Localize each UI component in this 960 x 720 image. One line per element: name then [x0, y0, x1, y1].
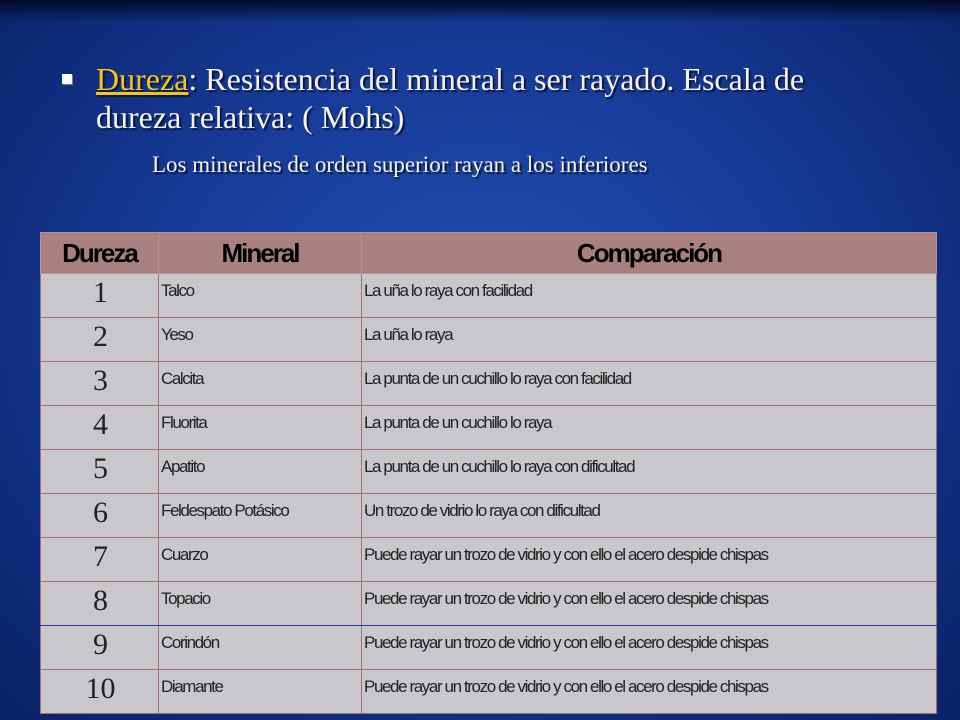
table-row	[41, 626, 937, 670]
table-row	[41, 450, 937, 494]
table-header-row	[41, 233, 937, 274]
hardness-value: 4	[41, 406, 159, 450]
comparison-text: Puede rayar un trozo de vidrio y con ello el acero despide chispas	[362, 582, 937, 626]
term-link[interactable]: Dureza	[96, 61, 189, 97]
comparison-text: Puede rayar un trozo de vidrio y con ello el acero despide chispas	[362, 670, 937, 714]
hardness-value: 2	[41, 318, 159, 362]
top-shadow-bar	[0, 0, 960, 22]
mineral-name: Corindón	[159, 626, 362, 670]
mineral-name: Calcita	[159, 362, 362, 406]
mohs-scale-table	[40, 232, 937, 714]
table-row	[41, 670, 937, 714]
header-comparacion: Comparación	[362, 233, 937, 274]
hardness-value: 1	[41, 274, 159, 318]
mineral-name: Fluorita	[159, 406, 362, 450]
hardness-value: 5	[41, 450, 159, 494]
comparison-text: Puede rayar un trozo de vidrio y con ello el acero despide chispas	[362, 538, 937, 582]
header-mineral: Mineral	[159, 233, 362, 274]
comparison-text: La uña lo raya	[362, 318, 937, 362]
mineral-name: Topacio	[159, 582, 362, 626]
mineral-name: Apatito	[159, 450, 362, 494]
comparison-text: La punta de un cuchillo lo raya con dificultad	[362, 450, 937, 494]
comparison-text: Un trozo de vidrio lo raya con dificultad	[362, 494, 937, 538]
bullet-definition: : Resistencia del mineral a ser rayado. Escala de dureza relativa: ( Mohs)	[96, 61, 805, 135]
mineral-name: Feldespato Potásico	[159, 494, 362, 538]
square-bullet-icon	[62, 74, 72, 84]
table-row	[41, 538, 937, 582]
comparison-text: La uña lo raya con facilidad	[362, 274, 937, 318]
comparison-text: La punta de un cuchillo lo raya con facilidad	[362, 362, 937, 406]
bullet-text	[96, 60, 896, 136]
mineral-name: Cuarzo	[159, 538, 362, 582]
mineral-name: Talco	[159, 274, 362, 318]
hardness-value: 6	[41, 494, 159, 538]
mineral-name: Diamante	[159, 670, 362, 714]
table-row	[41, 362, 937, 406]
table-row	[41, 582, 937, 626]
table-row	[41, 274, 937, 318]
hardness-value: 9	[41, 626, 159, 670]
hardness-value: 8	[41, 582, 159, 626]
header-dureza: Dureza	[41, 233, 159, 274]
hardness-value: 10	[41, 670, 159, 714]
mineral-name: Yeso	[159, 318, 362, 362]
hardness-value: 3	[41, 362, 159, 406]
comparison-text: Puede rayar un trozo de vidrio y con ello el acero despide chispas	[362, 626, 937, 670]
table-row	[41, 406, 937, 450]
comparison-text: La punta de un cuchillo lo raya	[362, 406, 937, 450]
table-row	[41, 494, 937, 538]
table-row	[41, 318, 937, 362]
hardness-value: 7	[41, 538, 159, 582]
subtitle-note: Los minerales de orden superior rayan a los inferiores	[152, 152, 648, 177]
